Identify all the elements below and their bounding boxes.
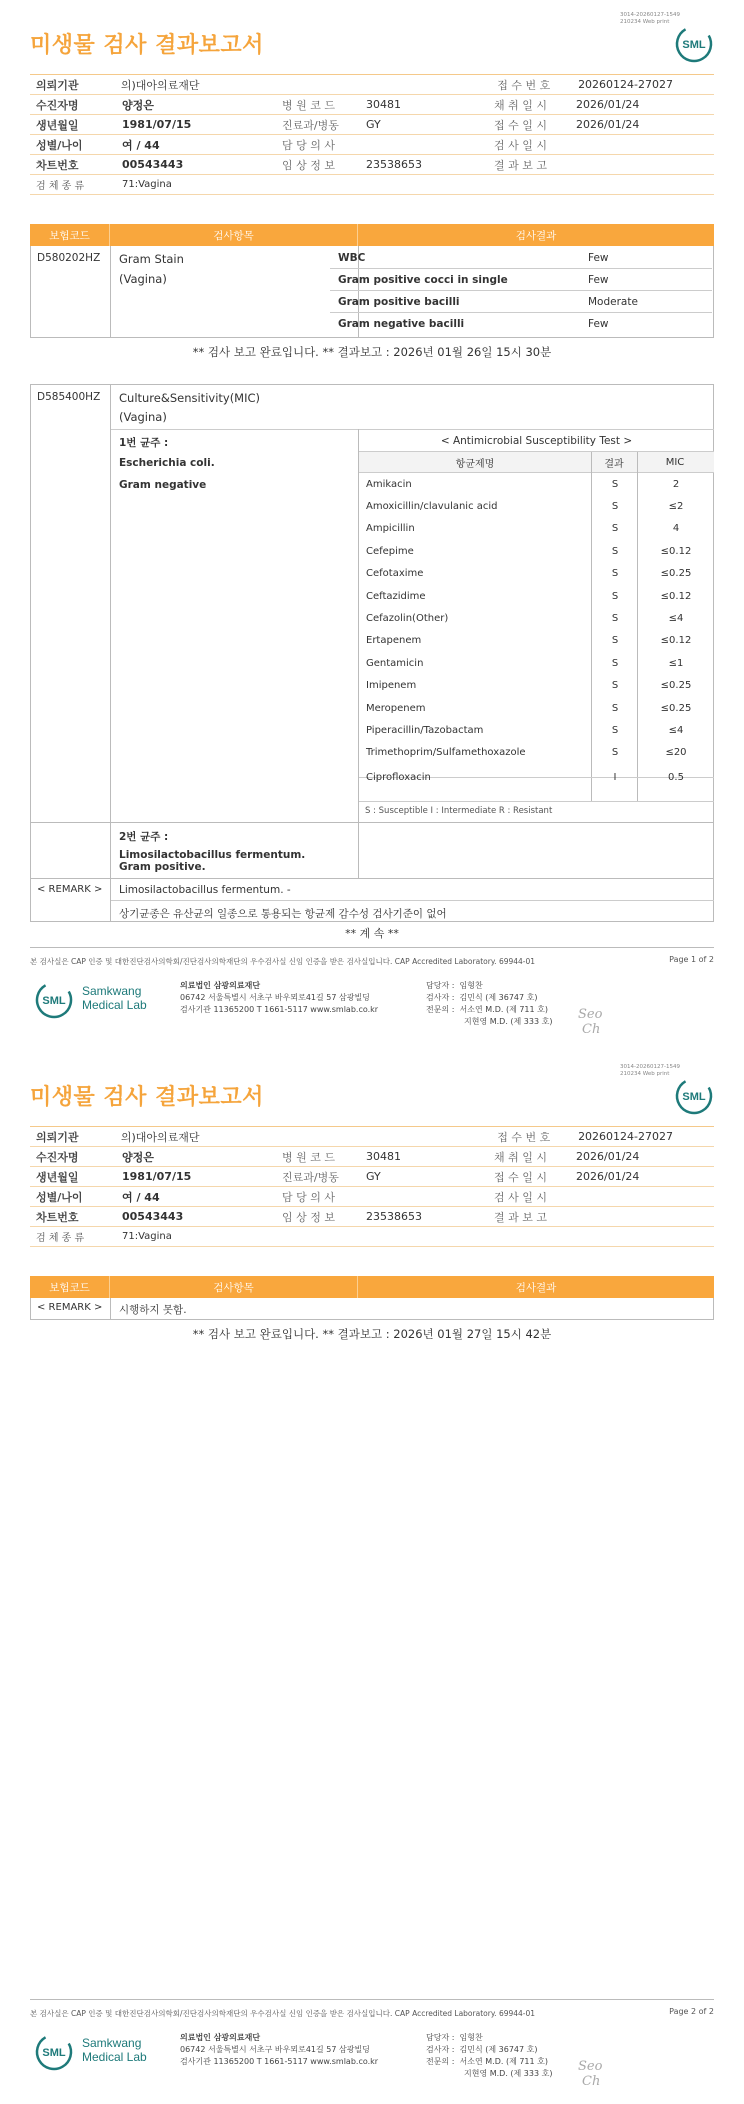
- ast-result-cell: S: [611, 702, 619, 714]
- specimen-label: 검 체 종 류: [36, 181, 85, 192]
- receive-value: 2026/01/24: [576, 118, 640, 131]
- ast-drug-cell: Ceftazidime: [366, 590, 426, 602]
- ast-row: [360, 607, 714, 629]
- page-number: Page 1 of 2: [669, 955, 714, 964]
- strain2-label: 2번 균주 :: [119, 831, 169, 843]
- svg-text:SML: SML: [42, 995, 66, 1007]
- result-column-header: 검사결과: [515, 229, 557, 242]
- code-column-header: 보험코드: [30, 224, 110, 246]
- receive-label: 접 수 일 시: [494, 118, 547, 132]
- samkwang-logo: SML Samkwang Medical Lab: [34, 2032, 164, 2072]
- ast-drug-cell: Meropenem: [366, 702, 426, 714]
- collect-label: 채 취 일 시: [494, 98, 547, 112]
- print-stamp: 3014-20260127-1549 210234 Web print: [620, 1064, 680, 1077]
- signature-2: Ch: [582, 2074, 601, 2089]
- clinical-label: 임 상 정 보: [282, 1210, 335, 1224]
- chart-label: 차트번호: [36, 158, 79, 172]
- strain2-gram: Gram positive.: [119, 861, 206, 873]
- result-table-header: [30, 224, 714, 246]
- cap-note: 본 검사실은 CAP 인증 및 대한진단검사의학회/진단검사의학재단의 우수검사실 신임 인증을 받은 검사실입니다. CAP Accredited Laboratory. 69944-01: [30, 2009, 536, 2018]
- ast-result-cell: S: [611, 545, 619, 557]
- ast-row: [360, 652, 714, 674]
- collect-value: 2026/01/24: [576, 98, 640, 111]
- remark-label: < REMARK >: [37, 1302, 103, 1313]
- ast-result-cell: S: [611, 568, 619, 580]
- dob-label: 생년월일: [36, 1170, 79, 1184]
- patient-value: 양정은: [122, 1150, 154, 1164]
- sex-value: 여 / 44: [122, 138, 160, 152]
- dob-value: 1981/07/15: [122, 1170, 192, 1183]
- ast-row: [360, 697, 714, 719]
- sml-logo-icon: [34, 2032, 78, 2072]
- remark-text: 시행하지 못함.: [119, 1304, 187, 1316]
- continue-note: ** 계 속 **: [345, 927, 399, 940]
- dob-value: 1981/07/15: [122, 118, 192, 131]
- ast-legend: S : Susceptible I : Intermediate R : Resistant: [365, 806, 553, 816]
- culture-code: D585400HZ: [37, 391, 101, 403]
- chart-value: 00543443: [122, 158, 184, 171]
- org-value: 의)대아의료재단: [120, 1130, 200, 1144]
- ast-row: [360, 719, 714, 741]
- ast-row: [360, 630, 714, 652]
- hosp-code-label: 병 원 코 드: [282, 98, 335, 112]
- ast-drug-cell: Gentamicin: [366, 657, 424, 669]
- specimen-label: 검 체 종 류: [36, 1233, 85, 1244]
- result-table-header: [30, 1276, 714, 1298]
- ast-drug-cell: Trimethoprim/Sulfamethoxazole: [366, 747, 526, 759]
- page-number: Page 2 of 2: [669, 2007, 714, 2016]
- patient-label: 수진자명: [36, 1150, 79, 1164]
- sex-value: 여 / 44: [122, 1190, 160, 1204]
- ast-row: [360, 742, 714, 764]
- ast-mic-cell: ≤0.12: [660, 545, 692, 557]
- svg-text:SML: SML: [682, 1091, 706, 1103]
- page-title: 미생물 검사 결과보고서: [30, 33, 264, 58]
- result-report-label: 결 과 보 고: [494, 158, 547, 172]
- sml-logo-icon: [34, 980, 78, 1020]
- report-page-2: [0, 1052, 744, 2104]
- staff-info: 담당자 : 임형찬 검사자 : 김민식 (제 36747 호) 전문의 : 서소연 M.D. (제 711 호) 지현영 M.D. (제 333 호): [426, 981, 553, 1026]
- sex-label: 성별/나이: [36, 138, 83, 152]
- code-column-header: 보험코드: [30, 1276, 110, 1298]
- ast-mic-cell: ≤4: [668, 725, 684, 737]
- ast-mic-cell: 0.5: [668, 771, 684, 783]
- ast-result-cell: S: [611, 478, 619, 490]
- ast-mic-cell: ≤0.12: [660, 590, 692, 602]
- ast-drug-cell: Cefazolin(Other): [366, 613, 449, 625]
- gram-result-row: WBC Few: [330, 247, 712, 269]
- strain1-name: Escherichia coli.: [119, 457, 215, 469]
- ast-result-cell: I: [613, 771, 617, 783]
- doctor-label: 담 당 의 사: [282, 1190, 335, 1204]
- patient-header: [30, 1126, 714, 1247]
- dept-label: 진료과/병동: [282, 118, 339, 132]
- strain2-name: Limosilactobacillus fermentum.: [119, 849, 306, 861]
- ast-result-cell: S: [611, 635, 619, 647]
- remark-line-2: 상기균종은 유산균의 일종으로 통용되는 항균제 감수성 검사기준이 없어: [119, 908, 447, 920]
- svg-text:SML: SML: [42, 2047, 66, 2059]
- ast-result-cell: S: [611, 590, 619, 602]
- sex-label: 성별/나이: [36, 1190, 83, 1204]
- ast-row: [360, 540, 714, 562]
- hosp-code-label: 병 원 코 드: [282, 1150, 335, 1164]
- ast-mic-cell: 4: [672, 523, 680, 535]
- hosp-code-value: 30481: [366, 98, 401, 111]
- result-report-label: 결 과 보 고: [494, 1210, 547, 1224]
- specimen-value: 71:Vagina: [122, 179, 172, 190]
- specimen-value: 71:Vagina: [122, 1231, 172, 1242]
- receipt-no-label: 접 수 번 호: [497, 78, 551, 92]
- footer-divider: [30, 1999, 714, 2000]
- strain1-label: 1번 균주 :: [119, 437, 169, 449]
- receipt-no-label: 접 수 번 호: [497, 1130, 551, 1144]
- ast-mic-cell: ≤1: [668, 657, 684, 669]
- ast-mic-cell: 2: [672, 478, 680, 490]
- culture-item-specimen: (Vagina): [119, 410, 167, 424]
- ast-drug-cell: Ciprofloxacin: [366, 771, 431, 783]
- gram-code: D580202HZ: [37, 252, 101, 264]
- ast-mic-cell: ≤2: [668, 501, 684, 513]
- gram-completion-note: ** 검사 보고 완료입니다. ** 결과보고 : 2026년 01월 26일 15시 30분: [192, 345, 552, 359]
- test-date-label: 검 사 일 시: [494, 138, 547, 152]
- ast-row: [360, 766, 714, 788]
- receive-value: 2026/01/24: [576, 1170, 640, 1183]
- page-title: 미생물 검사 결과보고서: [30, 1085, 264, 1110]
- ast-row: [360, 518, 714, 540]
- footer-divider: [30, 947, 714, 948]
- ast-mic-cell: ≤0.25: [660, 568, 692, 580]
- ast-mic-cell: ≤20: [665, 747, 687, 759]
- remark-label: < REMARK >: [37, 884, 103, 895]
- sml-logo-icon: [674, 24, 714, 64]
- ast-title: < Antimicrobial Susceptibility Test >: [440, 435, 633, 447]
- receipt-no-value: 20260124-27027: [578, 1130, 674, 1143]
- signature-1: Seo: [578, 2059, 603, 2074]
- gram-result-row: Gram positive cocci in single Few: [330, 269, 712, 291]
- collect-value: 2026/01/24: [576, 1150, 640, 1163]
- ast-mic-cell: ≤0.25: [660, 702, 692, 714]
- ast-header-row: 항균제명 결과 MIC: [359, 452, 714, 472]
- dob-label: 생년월일: [36, 118, 79, 132]
- gram-result-row: Gram negative bacilli Few: [338, 318, 609, 330]
- ast-drug-cell: Cefepime: [366, 545, 414, 557]
- ast-result-cell: S: [611, 747, 619, 759]
- staff-info: 담당자 : 임형찬 검사자 : 김민식 (제 36747 호) 전문의 : 서소연 M.D. (제 711 호) 지현영 M.D. (제 333 호): [426, 2033, 553, 2078]
- ast-row: [360, 585, 714, 607]
- ast-drug-cell: Amikacin: [366, 478, 412, 490]
- patient-label: 수진자명: [36, 98, 79, 112]
- cap-note: 본 검사실은 CAP 인증 및 대한진단검사의학회/진단검사의학재단의 우수검사실 신임 인증을 받은 검사실입니다. CAP Accredited Laboratory. 69944-01: [30, 957, 536, 966]
- ast-mic-cell: ≤0.12: [660, 635, 692, 647]
- ast-result-cell: S: [611, 523, 619, 535]
- doctor-label: 담 당 의 사: [282, 138, 335, 152]
- patient-value: 양정은: [122, 98, 154, 112]
- svg-text:SML: SML: [682, 39, 706, 51]
- org-label: 의뢰기관: [36, 78, 79, 92]
- gram-item-specimen: (Vagina): [119, 272, 167, 286]
- remark-line-1: Limosilactobacillus fermentum. -: [119, 884, 291, 896]
- ast-result-cell: S: [611, 501, 619, 513]
- strain1-gram: Gram negative: [119, 479, 207, 491]
- ast-drug-cell: Imipenem: [366, 680, 417, 692]
- ast-drug-cell: Ampicillin: [366, 523, 415, 535]
- ast-drug-cell: Ertapenem: [366, 635, 422, 647]
- ast-drug-cell: Amoxicillin/clavulanic acid: [366, 501, 498, 513]
- page2-completion-note: ** 검사 보고 완료입니다. ** 결과보고 : 2026년 01월 27일 15시 42분: [192, 1327, 552, 1341]
- clinical-label: 임 상 정 보: [282, 158, 335, 172]
- dept-label: 진료과/병동: [282, 1170, 339, 1184]
- ast-row: [360, 473, 714, 495]
- hosp-code-value: 30481: [366, 1150, 401, 1163]
- item-column-header: 검사항목: [110, 1276, 358, 1298]
- receipt-no-value: 20260124-27027: [578, 78, 674, 91]
- clinical-value: 23538653: [366, 158, 422, 171]
- org-label: 의뢰기관: [36, 1130, 79, 1144]
- lab-info: 의료법인 삼광의료재단 06742 서울특별시 서초구 바우뫼로41길 57 삼광빌딩 검사기관 11365200 T 1661-5117 www.smlab.co.kr: [180, 2033, 379, 2066]
- signature-2: Ch: [582, 1022, 601, 1037]
- result-column-header: 검사결과: [515, 1281, 557, 1294]
- patient-header: [30, 74, 714, 195]
- lab-info: 의료법인 삼광의료재단 06742 서울특별시 서초구 바우뫼로41길 57 삼광빌딩 검사기관 11365200 T 1661-5117 www.smlab.co.kr: [180, 981, 379, 1014]
- ast-mic-cell: ≤4: [668, 613, 684, 625]
- ast-row: [360, 563, 714, 585]
- gram-result-row: Gram positive bacilli Moderate: [330, 291, 712, 313]
- sml-logo-icon: [674, 1076, 714, 1116]
- ast-mic-cell: ≤0.25: [660, 680, 692, 692]
- gram-item-name: Gram Stain: [119, 252, 184, 266]
- item-column-header: 검사항목: [110, 224, 358, 246]
- print-stamp: 3014-20260127-1549 210234 Web print: [620, 12, 680, 25]
- dept-value: GY: [366, 1170, 381, 1183]
- ast-result-cell: S: [611, 725, 619, 737]
- samkwang-logo: SML Samkwang Medical Lab: [34, 980, 164, 1020]
- collect-label: 채 취 일 시: [494, 1150, 547, 1164]
- remark-block: [30, 1298, 714, 1320]
- receive-label: 접 수 일 시: [494, 1170, 547, 1184]
- signature-1: Seo: [578, 1007, 603, 1022]
- ast-result-cell: S: [611, 680, 619, 692]
- test-date-label: 검 사 일 시: [494, 1190, 547, 1204]
- chart-value: 00543443: [122, 1210, 184, 1223]
- ast-result-cell: S: [611, 613, 619, 625]
- ast-row: [360, 495, 714, 517]
- ast-result-cell: S: [611, 657, 619, 669]
- ast-row: [360, 675, 714, 697]
- org-value: 의)대아의료재단: [120, 78, 200, 92]
- culture-item-name: Culture&Sensitivity(MIC): [119, 391, 261, 405]
- chart-label: 차트번호: [36, 1210, 79, 1224]
- clinical-value: 23538653: [366, 1210, 422, 1223]
- dept-value: GY: [366, 118, 381, 131]
- ast-drug-cell: Piperacillin/Tazobactam: [366, 725, 484, 737]
- ast-drug-cell: Cefotaxime: [366, 568, 424, 580]
